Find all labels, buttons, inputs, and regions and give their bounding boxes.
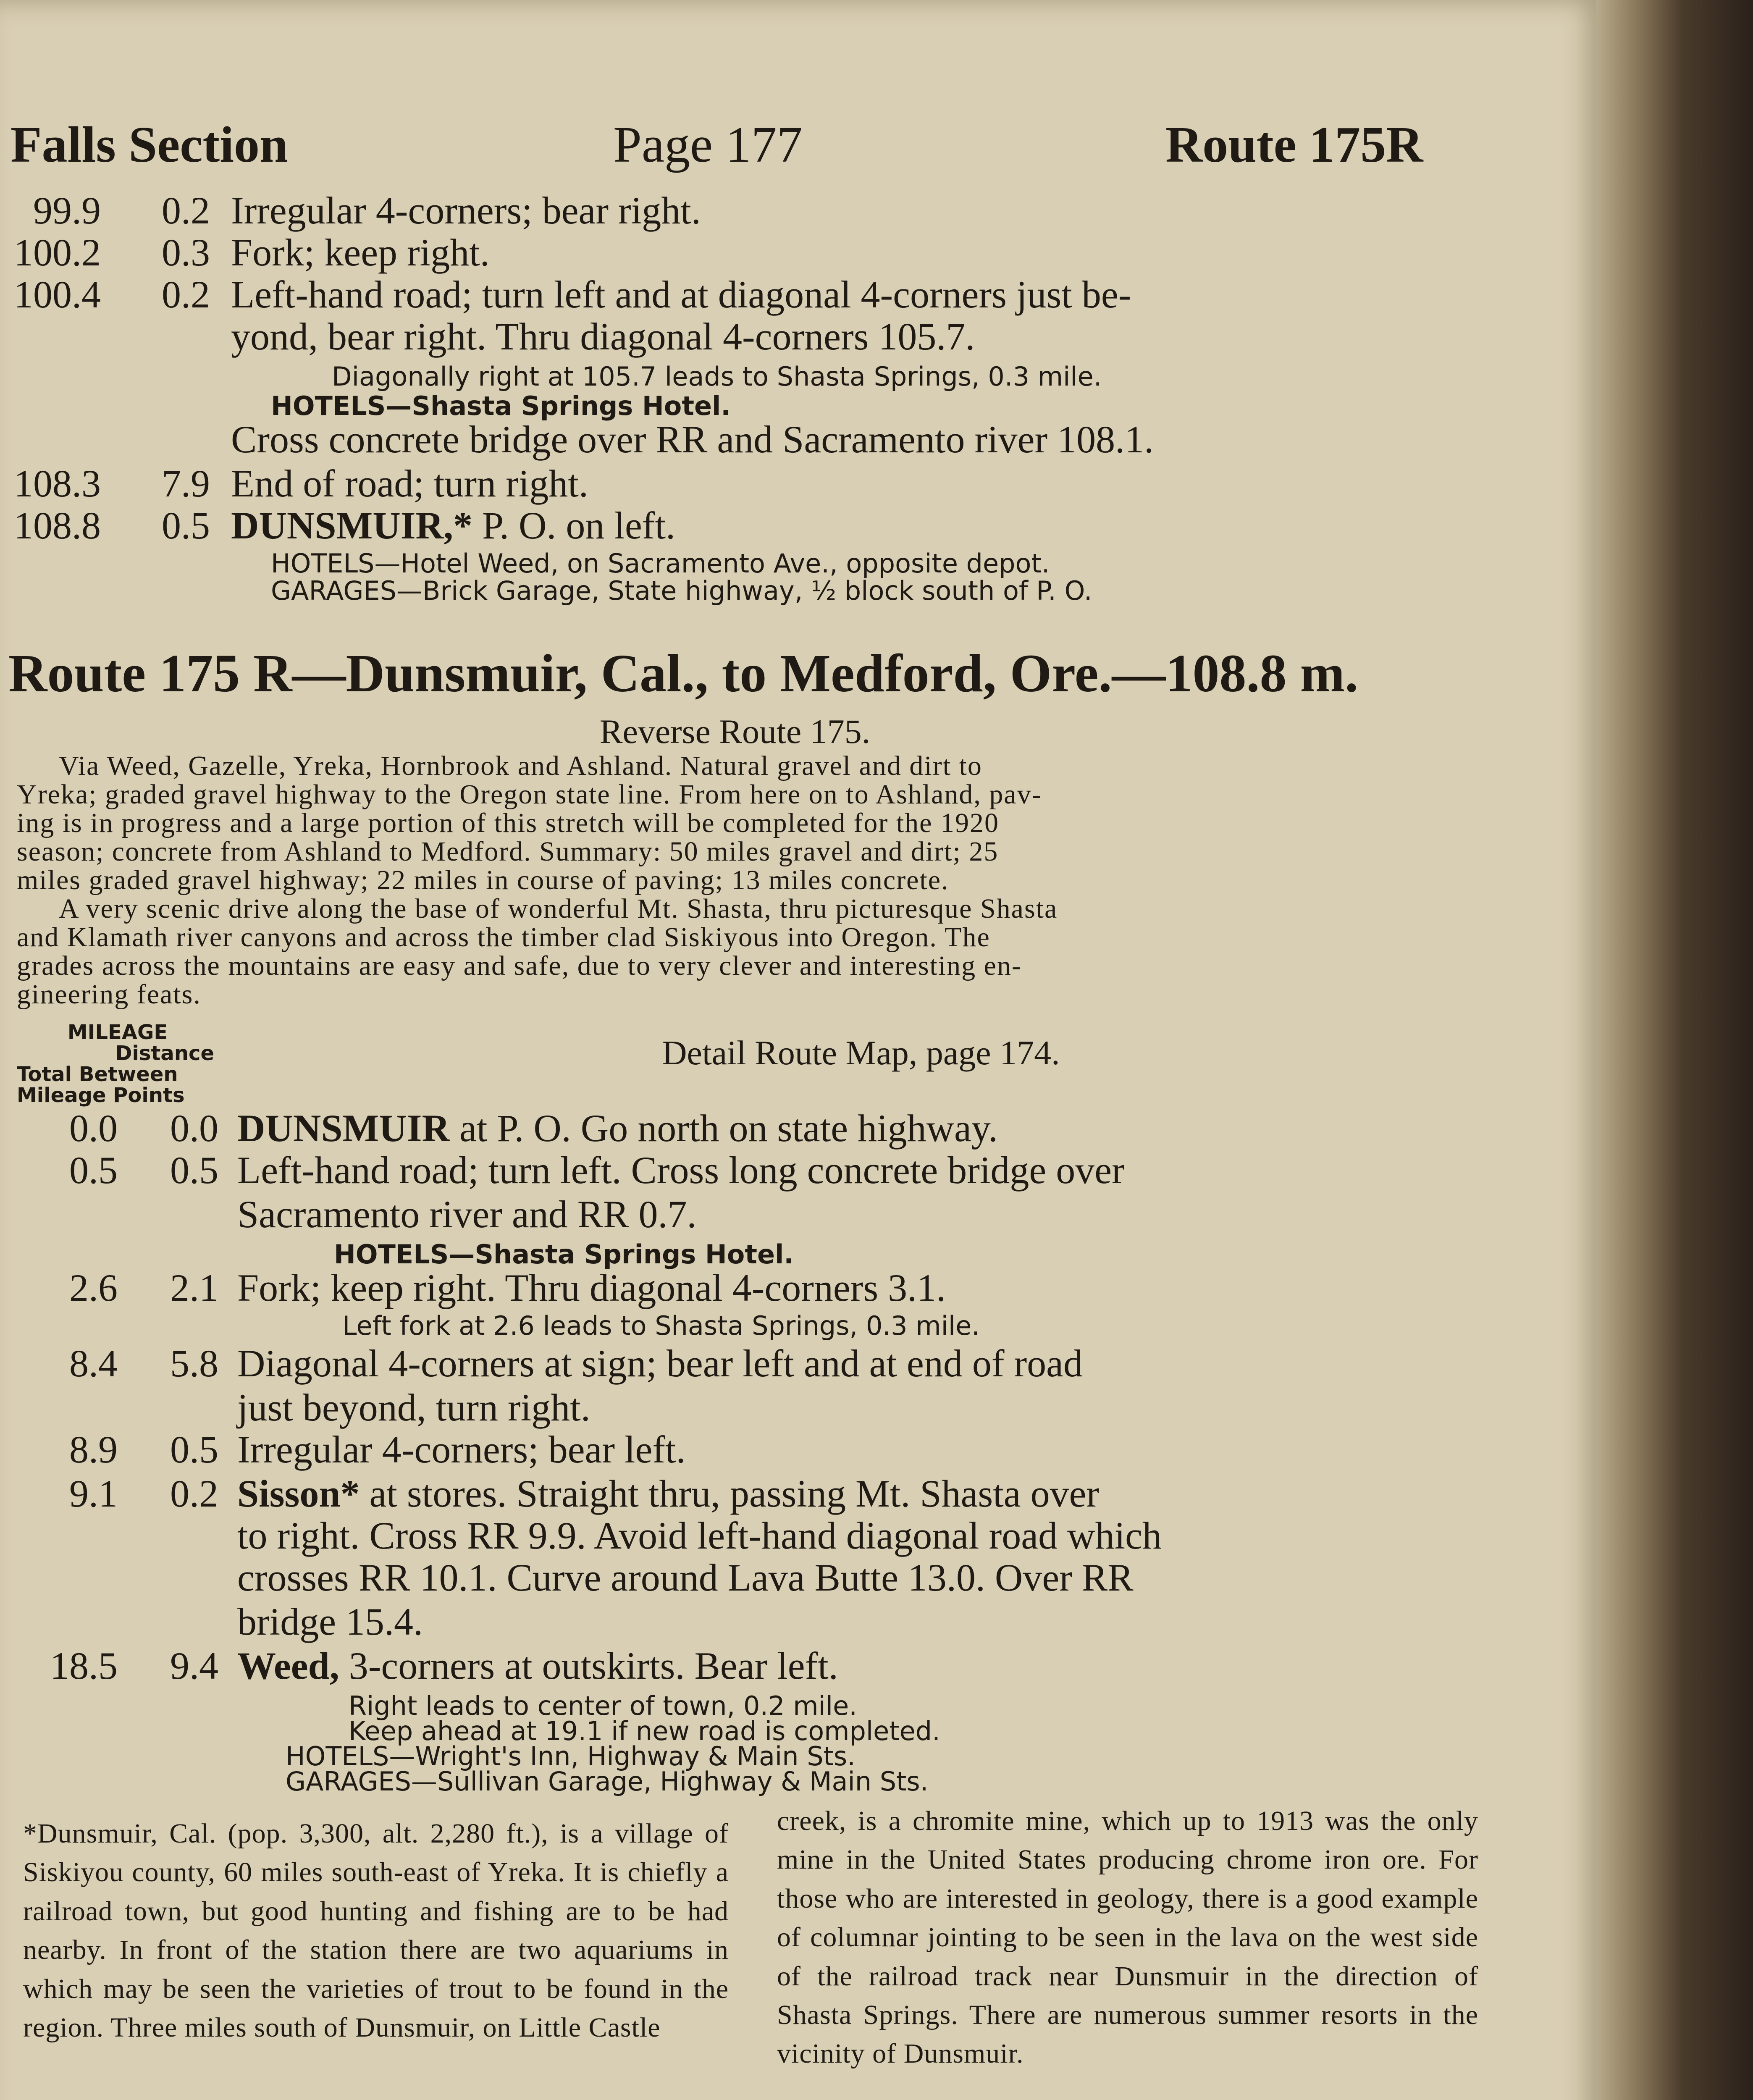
total-mileage: 8.4 <box>69 1342 118 1385</box>
step-text: DUNSMUIR,* P. O. on left. <box>231 504 675 547</box>
route-summary <box>17 752 1457 1009</box>
total-mileage: 18.5 <box>50 1644 118 1687</box>
route-title: Route 175 R—Dunsmuir, Cal., to Medford, Ore.—108.8 m. <box>8 643 1359 703</box>
step-text: Diagonal 4-corners at sign; bear left and at end of road <box>237 1342 1083 1385</box>
distance: 0.5 <box>170 1428 218 1471</box>
step-text: Left-hand road; turn left and at diagonal 4-corners just be- <box>231 273 1131 316</box>
step-text: Weed, 3-corners at outskirts. Bear left. <box>237 1644 838 1687</box>
total-mileage: 0.5 <box>69 1149 118 1192</box>
summary-line: and Klamath river canyons and across the timber clad Siskiyous into Oregon. The <box>17 921 990 953</box>
summary-line: Via Weed, Gazelle, Yreka, Hornbrook and Ashland. Natural gravel and dirt to <box>59 751 982 781</box>
dunsmuir-note-left <box>23 1814 729 2047</box>
summary-line: miles graded gravel highway; 22 miles in course of paving; 13 miles concrete. <box>17 864 949 895</box>
distance: 0.0 <box>170 1107 218 1150</box>
note-paragraph: *Dunsmuir, Cal. (pop. 3,300, alt. 2,280 ft.), is a village of Siskiyou county, 60 miles south-east of Yreka. It is chiefly a railroad town, but good hunting and fishing are to be had nearby. In front of the station there are two aquariums in which may be seen the varieties of trout to be found in the region. Three miles south of Dunsmuir, on Little Castle <box>23 1818 729 2043</box>
step-text: Irregular 4-corners; bear left. <box>237 1428 686 1471</box>
summary-line: gineering feats. <box>17 979 201 1010</box>
mileage-header: MILEAGE <box>67 1021 168 1044</box>
total-mileage: 100.2 <box>14 231 101 274</box>
step-text: to right. Cross RR 9.9. Avoid left-hand diagonal road which <box>237 1514 1162 1557</box>
distance: 7.9 <box>162 462 210 505</box>
hotels-note: HOTELS—Hotel Weed, on Sacramento Ave., opposite depot. <box>271 548 1050 579</box>
distance: 0.2 <box>170 1472 218 1515</box>
garages-note: GARAGES—Sullivan Garage, Highway & Main Sts. <box>286 1766 929 1797</box>
distance: 2.1 <box>170 1266 218 1309</box>
step-text: bridge 15.4. <box>237 1600 423 1643</box>
side-road-note: Right leads to center of town, 0.2 mile. <box>349 1690 857 1721</box>
total-mileage: 8.9 <box>69 1428 118 1471</box>
step-text: yond, bear right. Thru diagonal 4-corners 105.7. <box>231 315 975 358</box>
step-text: Left-hand road; turn left. Cross long concrete bridge over <box>237 1149 1125 1192</box>
total-mileage: 2.6 <box>69 1266 118 1309</box>
step-text: crosses RR 10.1. Curve around Lava Butte 13.0. Over RR <box>237 1556 1134 1599</box>
step-text: just beyond, turn right. <box>237 1386 590 1429</box>
summary-line: ing is in progress and a large portion of this stretch will be completed for the 1920 <box>17 807 999 838</box>
step-text: Fork; keep right. <box>231 231 490 274</box>
total-mileage: 108.8 <box>14 504 101 547</box>
side-road-note: Diagonally right at 105.7 leads to Shasta Springs, 0.3 mile. <box>332 361 1102 392</box>
section-header: Falls Section <box>10 116 288 173</box>
step-text: End of road; turn right. <box>231 462 588 505</box>
side-road-note: Left fork at 2.6 leads to Shasta Springs, 0.3 mile. <box>342 1310 980 1341</box>
step-text: Cross concrete bridge over RR and Sacramento river 108.1. <box>231 418 1154 461</box>
total-mileage: 108.3 <box>14 462 101 505</box>
total-mileage: 9.1 <box>69 1472 118 1515</box>
distance: 0.2 <box>162 273 210 316</box>
summary-line: Yreka; graded gravel highway to the Oregon state line. From here on to Ashland, pav- <box>17 779 1042 810</box>
mileage-header: Total Between <box>17 1063 178 1086</box>
distance: 0.5 <box>162 504 210 547</box>
step-text: DUNSMUIR at P. O. Go north on state highway. <box>237 1107 998 1150</box>
distance: 0.3 <box>162 231 210 274</box>
detail-map-ref: Detail Route Map, page 174. <box>662 1034 1060 1072</box>
summary-line: grades across the mountains are easy and safe, due to very clever and interesting en- <box>17 950 1022 981</box>
garages-note: GARAGES—Brick Garage, State highway, ½ block south of P. O. <box>271 575 1092 606</box>
summary-line: season; concrete from Ashland to Medford. Summary: 50 miles gravel and dirt; 25 <box>17 836 999 867</box>
reverse-route-note: Reverse Route 175. <box>599 712 871 751</box>
step-text: Irregular 4-corners; bear right. <box>231 189 701 232</box>
summary-line: A very scenic drive along the base of wonderful Mt. Shasta, thru picturesque Shasta <box>59 893 1058 924</box>
page-number-header: Page 177 <box>613 116 803 173</box>
mileage-header: Mileage Points <box>17 1084 185 1107</box>
total-mileage: 100.4 <box>14 273 101 316</box>
step-text: Sisson* at stores. Straight thru, passing Mt. Shasta over <box>237 1472 1100 1515</box>
total-mileage: 99.9 <box>33 189 101 232</box>
mileage-header: Distance <box>115 1042 214 1065</box>
step-text: Fork; keep right. Thru diagonal 4-corners 3.1. <box>237 1266 946 1309</box>
note-paragraph: creek, is a chromite mine, which up to 1913 was the only mine in the United States producing chrome iron ore. For those who are interested in geology, there is a good example of columnar jointing to be seen in the lava on the west side of the railroad track near Dunsmuir in the direction of Shasta Springs. There are numerous summer resorts in the vicinity of Dunsmuir. <box>777 1806 1478 2069</box>
dunsmuir-note-right <box>777 1802 1478 2074</box>
step-text: Sacramento river and RR 0.7. <box>237 1193 697 1236</box>
distance: 0.5 <box>170 1149 218 1192</box>
book-spine <box>1596 0 1753 2100</box>
side-road-note: Keep ahead at 19.1 if new road is completed. <box>349 1716 940 1746</box>
distance: 5.8 <box>170 1342 218 1385</box>
distance: 0.2 <box>162 189 210 232</box>
hotels-note: HOTELS—Wright's Inn, Highway & Main Sts. <box>286 1741 856 1772</box>
hotels-note: HOTELS—Shasta Springs Hotel. <box>334 1239 794 1270</box>
hotels-note: HOTELS—Shasta Springs Hotel. <box>271 391 731 421</box>
total-mileage: 0.0 <box>69 1107 118 1150</box>
route-header: Route 175R <box>1165 116 1423 173</box>
distance: 9.4 <box>170 1644 218 1687</box>
